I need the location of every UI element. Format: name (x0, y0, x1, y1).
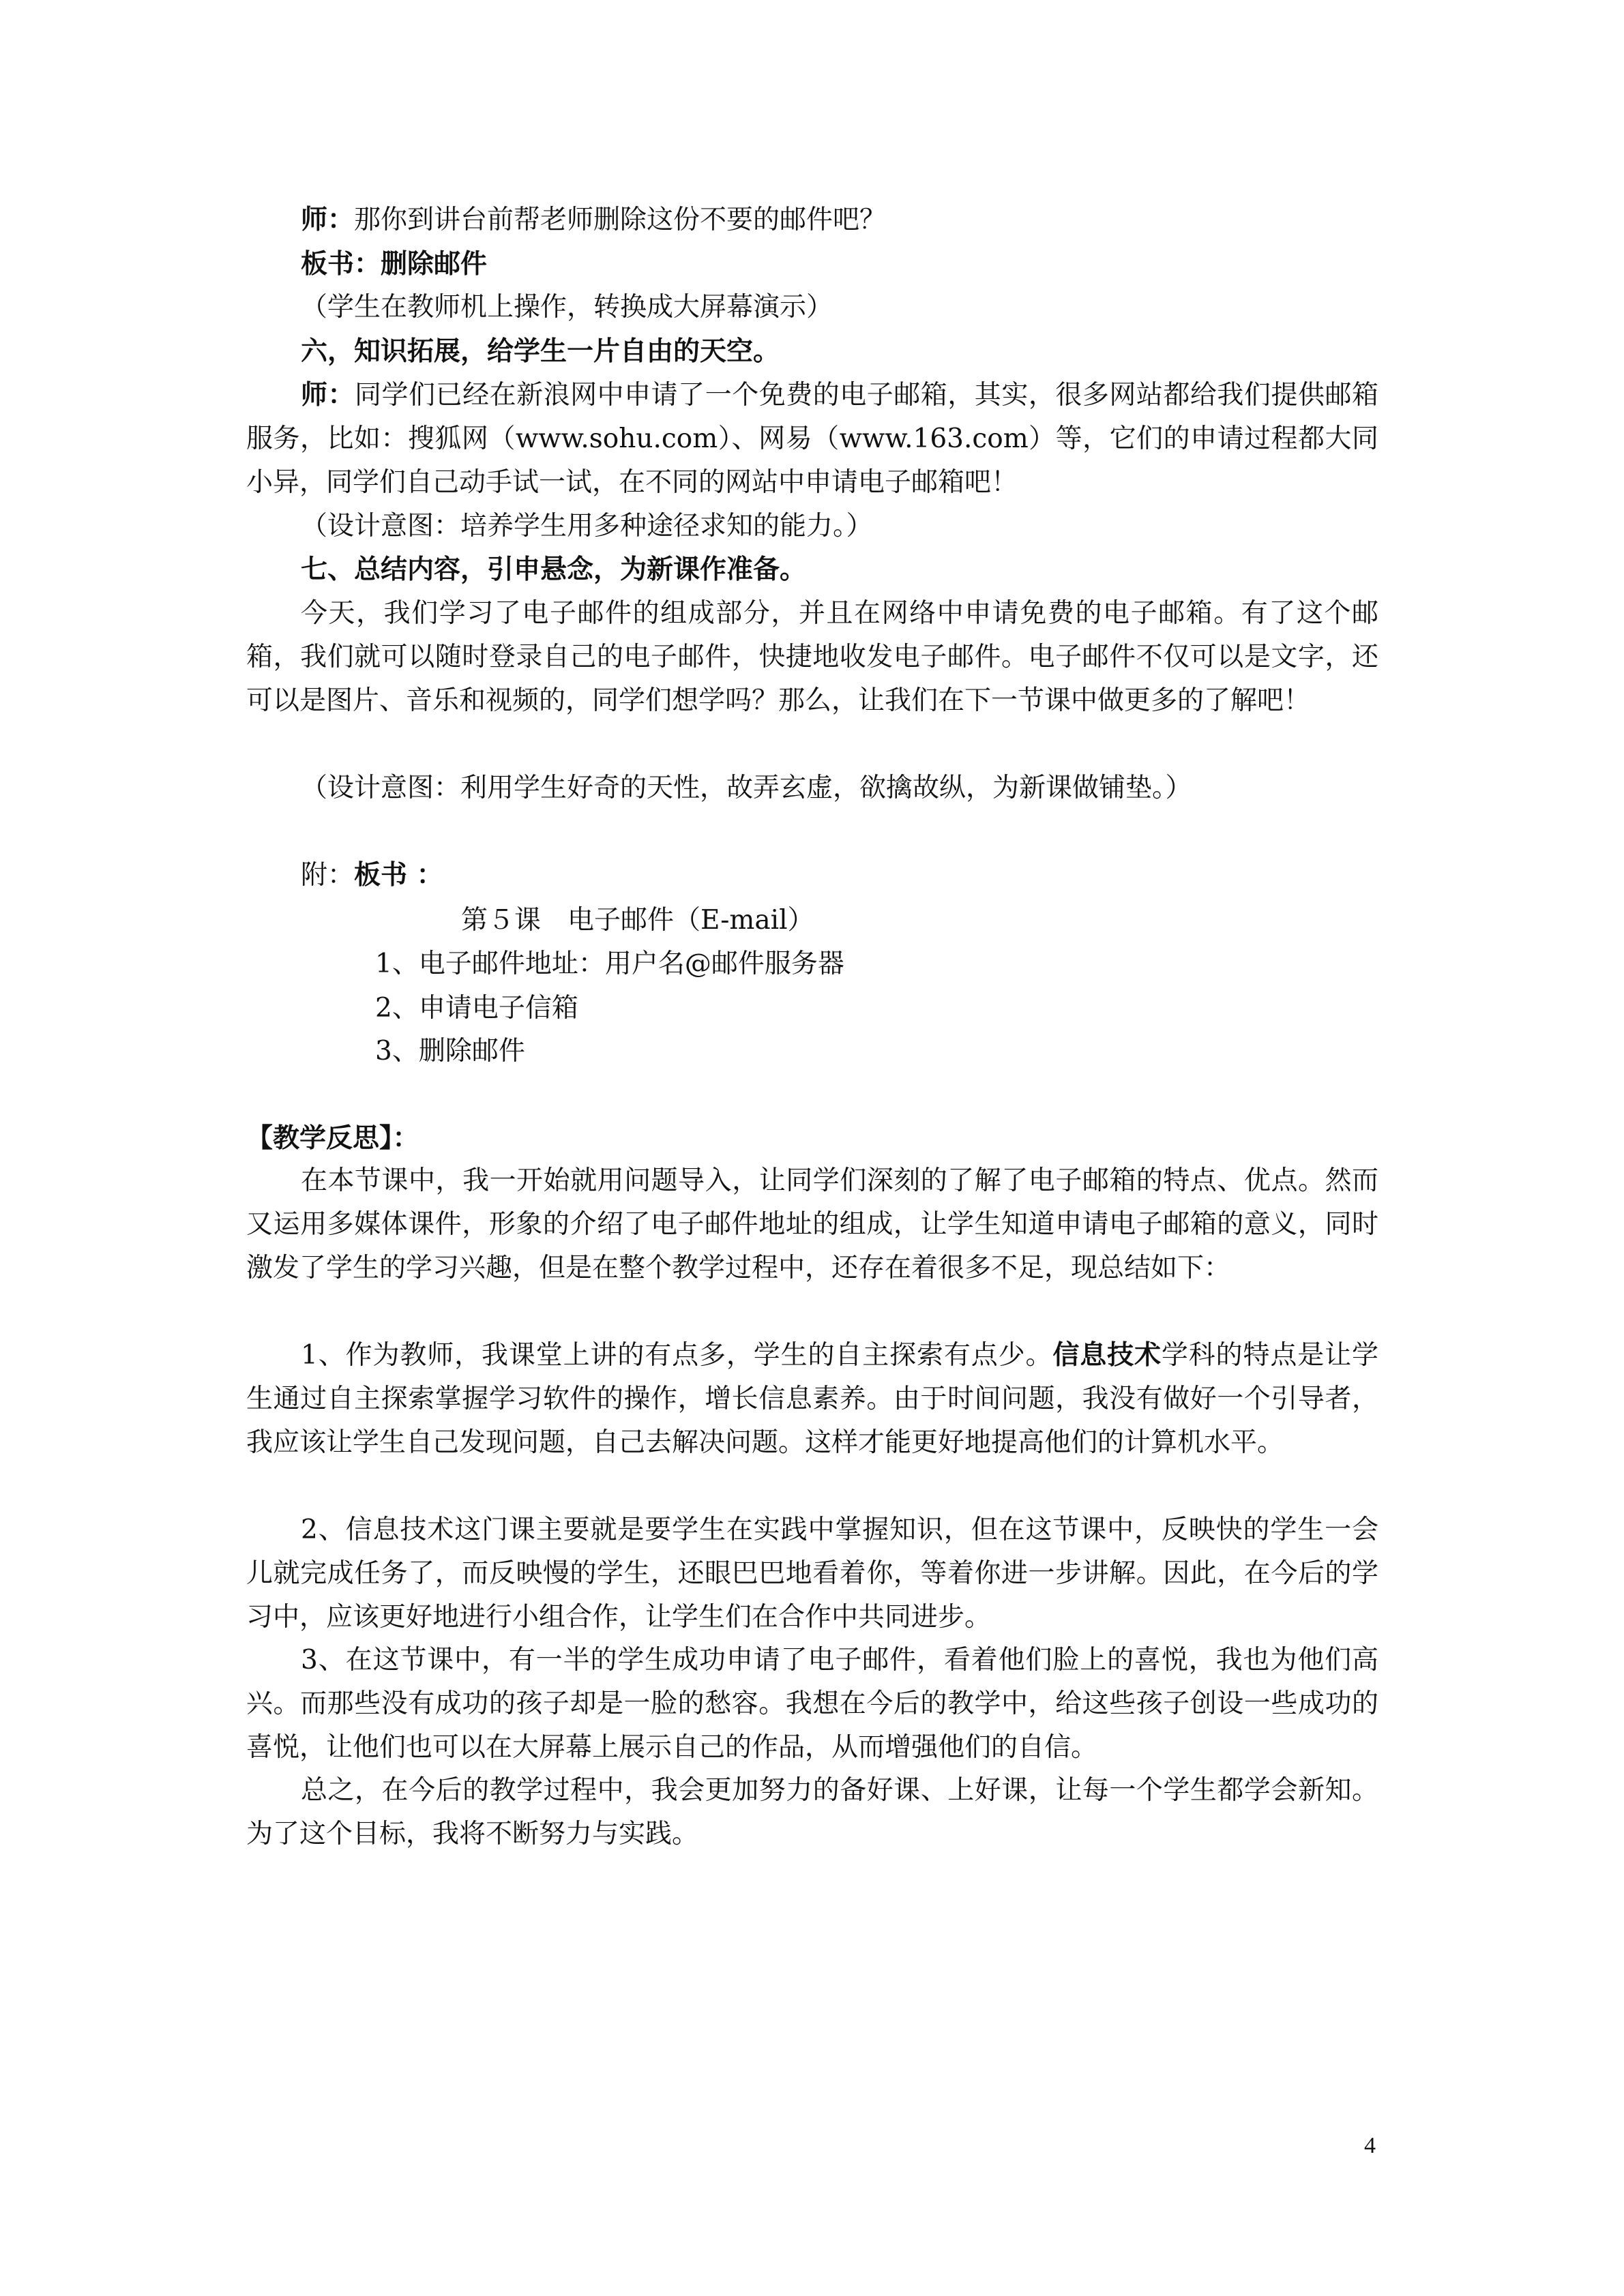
summary-paragraph: 今天，我们学习了电子邮件的组成部分，并且在网络中申请免费的电子邮箱。有了这个邮箱，我们就可以随时登录自己的电子邮件，快捷地收发电子邮件。电子邮件不仅可以是文字，还可以是图片、音乐和视频的，同学们想学吗？那么，让我们在下一节课中做更多的了解吧！ (246, 598, 1378, 716)
board-label: 板书 ： (354, 860, 443, 891)
section-seven-heading: 七、总结内容，引申悬念，为新课作准备。 (301, 554, 807, 585)
board-item: 3、删除邮件 (375, 1036, 525, 1067)
design-intent-2: （设计意图：利用学生好奇的天性，故弄玄虚，欲擒故纵，为新课做铺垫。） (301, 773, 1192, 803)
design-intent-1: （设计意图：培养学生用多种途径求知的能力。） (301, 511, 873, 541)
reflection-point-2: 2、信息技术这门课主要就是要学生在实践中掌握知识，但在这节课中，反映快的学生一会儿就完成任务了，而反映慢的学生，还眼巴巴地看着你，等着你进一步讲解。因此，在今后的学习中，应该更好地进行小组合作，让学生们在合作中共同进步。 (246, 1515, 1378, 1632)
board-note-delete: 板书：删除邮件 (301, 249, 488, 280)
dialogue-text: 同学们已经在新浪网中申请了一个免费的电子邮箱，其实，很多网站都给我们提供邮箱服务，比如：搜狐网（www.sohu.com）、网易（www.163.com）等，它们的申请过程都大同小异，同学们自己动手试一试，在不同的网站中申请电子邮箱吧！ (246, 380, 1378, 498)
board-title: 第５课 电子邮件（E-mail） (461, 905, 814, 936)
board-item: 2、申请电子信箱 (375, 993, 578, 1024)
subject-name: 信息技术 (1052, 1340, 1162, 1371)
board-prefix: 附： (301, 860, 355, 891)
dialogue-text: 那你到讲台前帮老师删除这份不要的邮件吧？ (354, 205, 887, 235)
reflection-text: 1、作为教师，我课堂上讲的有点多，学生的自主探索有点少。 (301, 1340, 1053, 1371)
dialogue-teacher-2 (246, 374, 1378, 505)
speaker-label: 师： (301, 205, 355, 235)
dialogue-teacher-1 (301, 204, 886, 237)
reflection-heading: 【教学反思】： (246, 1123, 419, 1154)
page-number: 4 (1364, 2133, 1376, 2158)
student-operation-note: （学生在教师机上操作，转换成大屏幕演示） (301, 292, 833, 323)
reflection-point-3: 3、在这节课中，有一半的学生成功申请了电子邮件，看着他们脸上的喜悦，我也为他们高兴。而那些没有成功的孩子却是一脸的愁容。我想在今后的教学中，给这些孩子创设一些成功的喜悦，让他们也可以在大屏幕上展示自己的作品，从而增强他们的自信。 (246, 1645, 1378, 1763)
reflection-conclusion: 总之，在今后的教学过程中，我会更加努力的备好课、上好课，让每一个学生都学会新知。为了这个目标，我将不断努力与实践。 (246, 1775, 1378, 1849)
reflection-text: 学科的特点是让学生通过自主探索掌握学习软件的操作，增长信息素养。由于时间问题，我没有做好一个引导者，我应该让学生自己发现问题，自己去解决问题。这样才能更好地提高他们的计算机水平。 (246, 1340, 1378, 1458)
speaker-label: 师： (301, 380, 355, 411)
reflection-point-1 (246, 1334, 1378, 1465)
reflection-paragraph: 在本节课中，我一开始就用问题导入，让同学们深刻的了解了电子邮箱的特点、优点。然而又运用多媒体课件，形象的介绍了电子邮件地址的组成，让学生知道申请电子邮箱的意义，同时激发了学生的学习兴趣，但是在整个教学过程中，还存在着很多不足，现总结如下： (246, 1165, 1378, 1283)
section-six-heading: 六，知识拓展，给学生一片自由的天空。 (301, 336, 780, 367)
board-item: 1、电子邮件地址：用户名@邮件服务器 (375, 949, 844, 979)
board-header (301, 859, 443, 892)
